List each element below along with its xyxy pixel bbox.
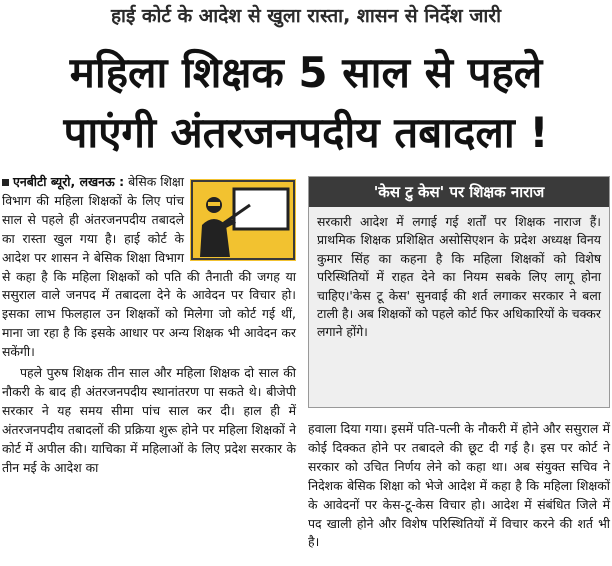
sidebar-body: सरकारी आदेश में लगाई गई शर्तों पर शिक्षक नाराज हैं। प्राथमिक शिक्षक प्रशिक्षित असोसिएशन के प्रदेश अध्यक्ष विनय कुमार सिंह का कहना है कि महिला शिक्षकों को विशेष परिस्थितियों में राहत देने का नियम सबके लिए लागू होना चाहिए।'केस टू केस' सुनवाई की शर्त लगाकर सरकार ने बला टाली है। अब शिक्षकों को पहले कोर्ट फिर अधिकारियों के चक्कर लगाने होंगे। (317, 214, 601, 340)
kicker-headline: हाई कोर्ट के आदेश से खुला रास्ता, शासन से निर्देश जारी (110, 5, 502, 27)
main-headline-line-2: पाएंगी अंतरजनपदीय तबादला ! (63, 108, 549, 157)
article-left-column (2, 173, 296, 478)
article-dateline: एनबीटी ब्यूरो, लखनऊ : (13, 174, 125, 189)
article-paragraph-1: बेसिक शिक्षा विभाग की महिला शिक्षकों के लिए पांच साल से पहले ही अंतरजनपदीय तबादले का रास्ता खुल गया है। हाई कोर्ट के आदेश पर शासन ने बेसिक शिक्षा विभाग से कहा है कि महिला शिक्षकों को पति की तैनाती की जगह या ससुराल वाले जनपद में तबादला देने के आवेदन पर विचार हो। इसका लाभ फिलहाल उन शिक्षकों को मिलेगा जो कोर्ट गई थीं, माना जा रहा है कि इसके आधार पर अन्य शिक्षक भी आवेदन कर सकेंगी। (2, 174, 296, 360)
main-headline-line-1: महिला शिक्षक 5 साल से पहले (69, 48, 543, 97)
sidebar-box (308, 176, 610, 408)
sidebar-title: 'केस टु केस' पर शिक्षक नाराज (309, 177, 609, 207)
teacher-at-board-icon (190, 179, 296, 261)
article-paragraph-2: पहले पुरुष शिक्षक तीन साल और महिला शिक्षक दो साल की नौकरी के बाद ही अंतरजनपदीय स्थानांतरण पा सकते थे। बीजेपी सरकार ने यह समय सीमा पांच साल कर दी। हाल ही में अंतरजनपदीय तबादलों की प्रक्रिया शुरू होने पर महिला शिक्षकों ने कोर्ट में अपील की। याचिका में महिलाओं के लिए प्रदेश सरकार के तीन मई के आदेश का (2, 365, 296, 475)
article-paragraph-3: हवाला दिया गया। इसमें पति-पत्नी के नौकरी में होने और ससुराल में कोई दिक्कत होने पर तबादले की छूट दी गई है। इस पर कोर्ट ने सरकार को उचित निर्णय लेने को कहा था। अब संयुक्त सचिव ने निदेशक बेसिक शिक्षा को भेजे आदेश में कहा है कि महिला शिक्षकों के आवेदनों पर केस-टू-केस विचार हो। आदेश में संबंधित जिले में पद खाली होने और विशेष परिस्थितियों में विचार करने की शर्त भी है। (308, 421, 610, 550)
bullet-marker (2, 179, 9, 186)
